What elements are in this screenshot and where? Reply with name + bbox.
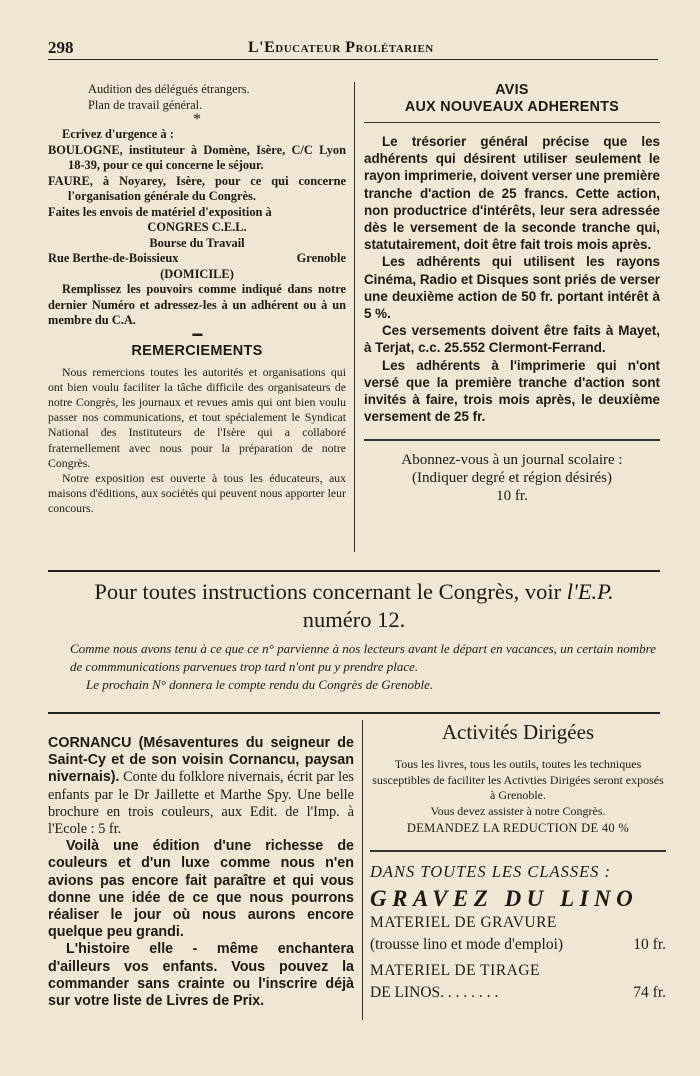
ecrivez-line: Ecrivez d'urgence à : <box>62 127 174 141</box>
activites-assister: Vous devez assister à notre Congrès. <box>430 803 606 818</box>
congres-address: CONGRES C.E.L. <box>147 220 247 234</box>
right-column <box>364 82 660 505</box>
lino-ad <box>370 862 666 1004</box>
audition-line: Audition des délégués étrangers. <box>88 82 250 96</box>
trousse-price: 10 fr. <box>633 936 666 953</box>
abonnez-line-1: Abonnez-vous à un journal scolaire : <box>401 452 623 469</box>
trousse-text: (trousse lino et mode d'emploi) <box>370 936 564 953</box>
instructions-note-1: Comme nous avons tenu à ce que ce n° parvienne à nos lecteurs avant le départ en vacances, un certain nombre de commmunications parvenues trop tard n'ont pu y prendre place. <box>70 641 656 674</box>
header-rule <box>48 59 658 60</box>
bottom-column-divider <box>362 720 363 1020</box>
lino-dans-toutes: DANS TOUTES LES CLASSES : <box>370 862 612 881</box>
instructions-rule-bottom <box>48 712 660 714</box>
abonnez-rule <box>364 439 660 441</box>
lino-gravez: GRAVEZ DU LINO <box>370 886 639 911</box>
running-title: L'Educateur Prolétarien <box>248 39 434 56</box>
envois-line: Faites les envois de matériel d'exposition à <box>48 204 272 219</box>
avis-subtitle: AUX NOUVEAUX ADHERENTS <box>404 99 620 115</box>
avis-rule <box>364 122 660 123</box>
activites-demandez: DEMANDEZ LA REDUCTION DE 40 % <box>406 821 630 835</box>
abonnez-price: 10 fr. <box>496 488 528 505</box>
remerciements-paragraph-1: Nous remercions toutes les autorités et organisations qui ont bien voulu faciliter la tâche difficile des organisateurs de notre Congrès, les journaux et revues amis qui ont bien voulu passer nos communications, et tout spécialement le Syndicat National des Instituteurs de l'Isère qui a collaboré fraternellement avec nous pour la préparation de notre Congrès. <box>48 364 346 470</box>
abonnez-box <box>364 451 660 505</box>
instructions-heading-text: Pour toutes instructions concernant le Congrès, voir <box>94 579 562 604</box>
cornancu-title: CORNANCU (Mésaventures du seigneur de Saint-Cy et de son voisin Cornancu, paysan nivernais). <box>48 735 354 786</box>
avis-paragraph-2: Les adhérents qui utilisent les rayons Cinéma, Radio et Disques sont priés de verser une deuxième action de 50 fr. portant intérêt à 5 %. <box>364 254 660 322</box>
rue-text: Rue Berthe-de-Boissieux <box>48 251 179 265</box>
dots-separator: ▪▪▪▪ <box>191 329 203 341</box>
activites-title: Activités Dirigées <box>441 720 595 744</box>
linos-row <box>370 982 666 1004</box>
materiel-gravure: MATERIEL DE GRAVURE <box>370 914 557 931</box>
page-number: 298 <box>48 38 74 57</box>
activites-ad <box>370 720 666 1004</box>
column-divider <box>354 82 355 552</box>
instructions-note-2: Le prochain N° donnera le compte rendu du Congrès de Grenoble. <box>86 677 434 692</box>
avis-paragraph-1: Le trésorier général précise que les adhérents qui désirent utiliser seulement le rayon imprimerie, doivent verser une première tranche d'action de 25 francs. Cette action, non productrice d'intérêts, leur sera adressée dès le versement de la seconde tranche qui, statutairement, doit être fait trois mois après. <box>364 134 660 253</box>
plan-line: Plan de travail général. <box>88 97 203 112</box>
avis-title: AVIS <box>495 82 529 98</box>
left-column <box>48 82 346 517</box>
avis-paragraph-3: Ces versements doivent être faits à Mayet, à Terjat, c.c. 25.552 Clermont-Ferrand. <box>364 323 660 356</box>
faure-contact: FAURE, à Noyarey, Isère, pour ce qui concerne l'organisation générale du Congrès. <box>48 173 346 203</box>
instructions-heading <box>48 578 660 634</box>
pouvoirs-paragraph: Remplissez les pouvoirs comme indiqué dans notre dernier Numéro et adressez-les à un adhérent ou à un membre du C.A. <box>48 282 346 327</box>
street-address <box>48 251 346 267</box>
abonnez-line-2: (Indiquer degré et région désirés) <box>412 470 612 487</box>
lino-rule <box>370 850 666 852</box>
instructions-rule-top <box>48 570 660 572</box>
instructions-heading-ep: l'E.P. <box>566 579 614 604</box>
linos-price: 74 fr. <box>633 984 666 1001</box>
materiel-tirage: MATERIEL DE TIRAGE <box>370 962 541 979</box>
instructions-block <box>48 578 660 694</box>
trousse-row <box>370 934 666 956</box>
city-text: Grenoble <box>296 251 346 265</box>
boulogne-contact: BOULOGNE, instituteur à Domène, Isère, C/C Lyon 18-39, pour ce qui concerne le séjour. <box>48 142 346 172</box>
activites-body: Tous les livres, tous les outils, toutes les techniques susceptibles de faciliter les Activties Dirigées seront exposés à Grenoble. <box>372 757 664 802</box>
remerciements-paragraph-2: Notre exposition est ouverte à tous les éducateurs, aux maisons d'éditions, aux sociétés qui peuvent nous apporter leur concours. <box>48 470 346 516</box>
cornancu-ad <box>48 735 354 1010</box>
page-header <box>48 38 658 60</box>
asterisk-separator: * <box>193 111 201 128</box>
avis-paragraph-4: Les adhérents à l'imprimerie qui n'ont versé que la première tranche d'action sont invités à faire, trois mois après, le deuxième versement de 25 fr. <box>364 357 660 425</box>
remerciements-title: REMERCIEMENTS <box>131 342 263 359</box>
bourse-address: Bourse du Travail <box>149 235 245 250</box>
domicile-label: (DOMICILE) <box>160 266 234 281</box>
cornancu-paragraph-2: Voilà une édition d'une richesse de couleurs et d'un luxe comme nous n'en avions pas encore fait paraître et qui vous donne une idée de ce que nous pourrons réaliser le jour où nous aurons encore quelque peu grandi. <box>48 838 354 941</box>
instructions-heading-end: numéro 12. <box>302 607 406 632</box>
avis-body <box>364 133 660 425</box>
linos-text: DE LINOS. . . . . . . . <box>370 984 499 1001</box>
cornancu-paragraph-3: L'histoire elle - même enchantera d'ailleurs vos enfants. Vous pouvez la commander sans crainte ou l'inscrire déjà sur votre liste de Livres de Prix. <box>48 941 354 1010</box>
cornancu-description: Conte du folklore nivernais, écrit par les enfants par le Dr Jaillette et Marthe Spy. Une belle brochure en trois couleurs, aux Edit. de l'Imp. à l'Ecole : 5 fr. <box>48 769 354 838</box>
